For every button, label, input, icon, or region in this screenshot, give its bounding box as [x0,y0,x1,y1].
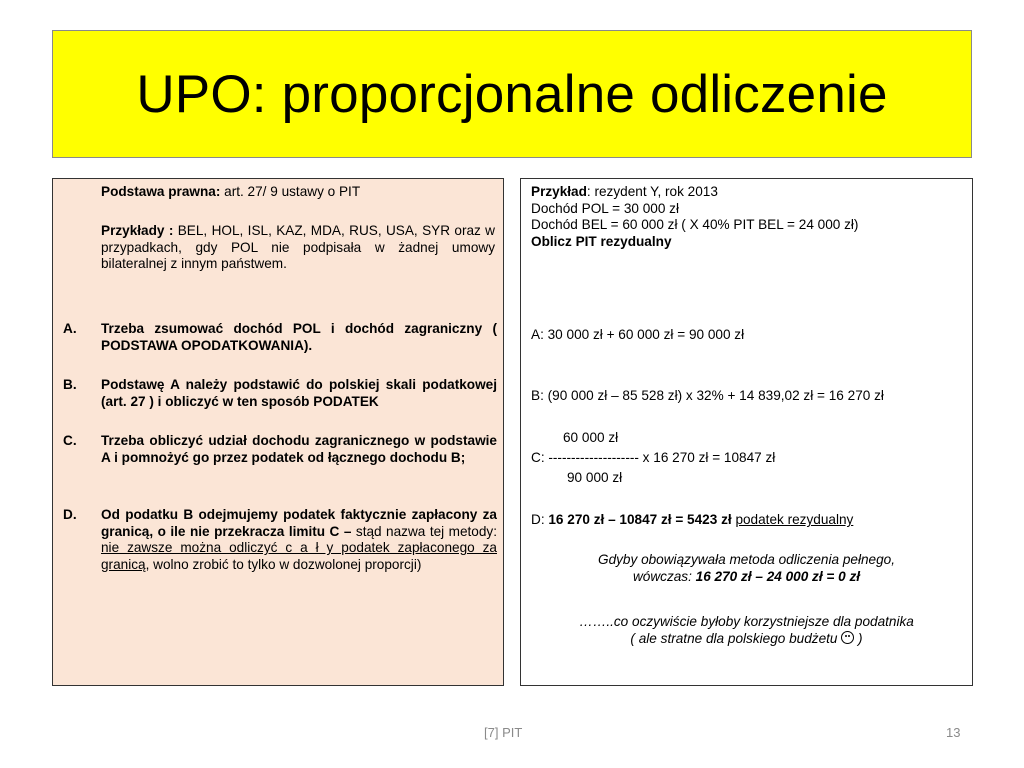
item-text-plain: stąd nazwa tej metody: [355,523,498,539]
item-text: Trzeba zsumować dochód POL i dochód zagraniczny ( PODSTAWA OPODATKOWANIA). [101,321,497,353]
calc-b: B: (90 000 zł – 85 528 zł) x 32% + 14 839,02 zł = 16 270 zł [531,388,884,403]
title-banner [52,30,972,158]
item-text-bold: Od podatku B odejmujemy podatek faktycznie zapłacony za granicą, o ile nie przekracza limitu C [101,507,497,539]
item-letter: D. [63,507,77,522]
example-header [531,184,961,250]
item-text: Podstawę A należy podstawić do polskiej skali podatkowej (art. 27 ) i obliczyć w ten sposób PODATEK [101,377,497,409]
note-line-4-prefix: ( ale stratne dla polskiego budżetu [630,630,842,646]
item-text [101,507,497,573]
calc-d-label: podatek rezydualny [735,512,854,527]
note-line-3: ……..co oczywiście byłoby korzystniejsze dla podatnika [579,614,914,629]
calc-d-result: 16 270 zł – 10847 zł = 5423 zł [548,512,732,527]
item-text-underlined: nie zawsze można odliczyć c a ł y podatek zapłaconego za granicą [101,540,497,572]
legal-basis-label: Podstawa prawna: [101,184,221,199]
slide-title: UPO: proporcjonalne odliczenie [136,64,888,124]
item-text-end: , wolno zrobić to tylko w dozwolonej proporcji) [145,556,422,572]
item-dash: – [339,523,356,539]
right-panel [520,178,973,686]
note-line-2-result: 16 270 zł – 24 000 zł = 0 zł [695,568,861,584]
footer-source: [7] PIT [484,725,523,740]
legal-basis [101,184,495,201]
list-item-d [63,507,497,573]
item-text: Trzeba obliczyć udział dochodu zagranicznego w podstawie A i pomnożyć go przez podatek od łącznego dochodu B; [101,433,497,465]
examples-value: BEL, HOL, ISL, KAZ, MDA, RUS, USA, SYR oraz w przypadkach, gdy POL nie podpisała w żadnej umowy bilateralnej z innym państwem. [101,223,496,271]
left-panel [52,178,504,686]
example-label: Przykład [531,184,587,199]
fraction-numerator: 60 000 zł [563,430,619,445]
calc-a: A: 30 000 zł + 60 000 zł = 90 000 zł [531,327,745,342]
list-item-c [63,433,497,466]
note-line-2-prefix: wówczas: [632,568,696,584]
list-item-a [63,321,497,354]
item-letter: B. [63,377,77,392]
sad-face-icon [841,631,854,644]
note-line-1: Gdyby obowiązywała metoda odliczenia pełnego, [598,552,895,567]
item-letter: C. [63,433,77,448]
task-text: Oblicz PIT rezydualny [531,233,672,249]
fraction-denominator: 90 000 zł [567,470,623,485]
examples [101,223,495,273]
note-conclusion [521,614,972,647]
item-letter: A. [63,321,77,336]
example-value: : rezydent Y, rok 2013 [586,184,718,199]
examples-label: Przykłady : [101,223,174,238]
note-line-4-suffix: ) [854,630,863,646]
page-number: 13 [946,725,961,740]
calc-d [531,512,961,529]
list-item-b [63,377,497,410]
legal-basis-value: art. 27/ 9 ustawy o PIT [220,184,361,199]
income-bel: Dochód BEL = 60 000 zł ( X 40% PIT BEL = 24 000 zł) [531,217,859,232]
income-pol: Dochód POL = 30 000 zł [531,200,679,216]
note-full-method [521,552,972,585]
calc-c: C: -------------------- x 16 270 zł = 10847 zł [531,450,776,465]
calc-d-prefix: D: [531,512,549,527]
